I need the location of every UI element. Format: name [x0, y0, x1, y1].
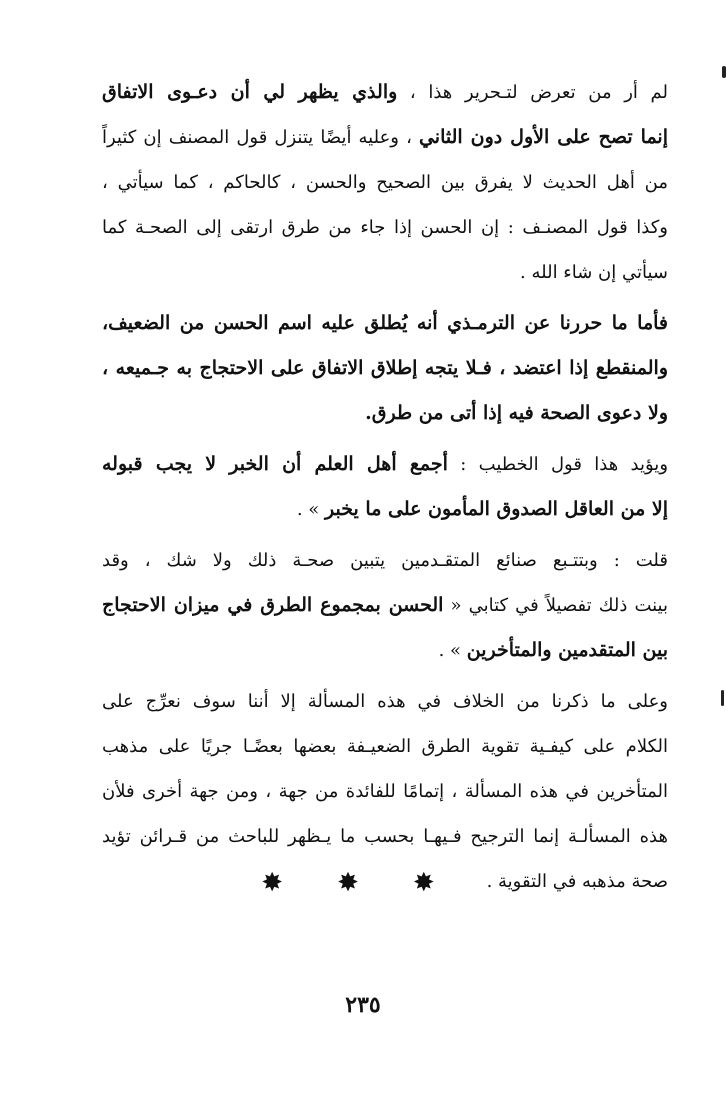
p2-line-3 [102, 391, 668, 436]
p4-line-1 [102, 538, 668, 583]
p5-line-1 [102, 679, 668, 724]
text-run: صحة مذهبه في التقوية . [486, 871, 668, 892]
text-run: لم أر من تعرض لتـحرير هذا ، [397, 82, 668, 103]
separator-star-icon: ✸ [337, 868, 389, 898]
bold-run: والمنقطع إذا اعتضد ، فـلا يتجه إطلاق الاتفاق على الاحتجاج به جـميعه ، [102, 357, 668, 379]
text-run: وكذا قول المصنـف : إن الحسن إذا جاء من طرق ارتقى إلى الصحـة كما [102, 217, 668, 238]
text-run: من أهل الحديث لا يفرق بين الصحيح والحسن ، كالحاكم ، كما سيأتي ، [102, 172, 668, 193]
paragraph-4 [102, 538, 668, 673]
text-run: قلت : وبتتـبع صنائع المتقـدمين يتبين صحـة ذلك ولا شك ، وقد [102, 550, 668, 571]
p2-line-2 [102, 346, 668, 391]
p3-line-1 [102, 442, 668, 487]
p4-line-3 [102, 628, 668, 673]
paragraph-2 [102, 301, 668, 436]
bold-run: إنما تصح على الأول دون الثاني [418, 126, 668, 148]
text-run: » . [296, 499, 326, 520]
bold-run: إلا من العاقل الصدوق المأمون على ما يخبر [325, 498, 668, 520]
text-run: بينت ذلك تفصيلاً في كتابي « [443, 595, 668, 616]
text-run: المتأخرين في هذه المسألة ، إتمامًا للفائدة من جهة ، ومن جهة أخرى فلأن [102, 781, 668, 802]
bold-run: ولا دعوى الصحة فيه إذا أتى من طرق. [365, 402, 668, 424]
scan-edge-mark-top [722, 66, 726, 78]
bold-run: أجمع أهل العلم أن الخبر لا يجب قبوله [102, 453, 448, 475]
body-text [102, 70, 668, 904]
paragraph-1 [102, 70, 668, 295]
p1-line-1 [102, 70, 668, 115]
p5-line-4 [102, 814, 668, 859]
p1-line-5 [102, 250, 668, 295]
p5-line-3 [102, 769, 668, 814]
p1-line-4 [102, 205, 668, 250]
separator-star-icon: ✸ [412, 868, 465, 898]
scan-edge-mark-middle [721, 690, 724, 706]
text-run: ، وعليه أيضًا يتنزل قول المصنف إن كثيراً [102, 127, 419, 148]
paragraph-3 [102, 442, 668, 532]
p2-line-1 [102, 301, 668, 346]
p3-line-2 [102, 487, 668, 532]
text-run: » . [438, 640, 467, 661]
section-separator [0, 868, 726, 898]
bold-run: بين المتقدمين والمتأخرين [466, 639, 668, 661]
text-run: الكلام على كيفـية تقوية الطرق الضعيـفة بعضها بعضًـا جريًا على مذهب [102, 736, 668, 757]
separator-star-icon: ✸ [261, 868, 314, 898]
text-run: سيأتي إن شاء الله . [520, 262, 668, 283]
bold-run: والذي يظهر لي أن دعـوى الاتفاق [102, 81, 398, 103]
text-run: ويؤيد هذا قول الخطيب : [447, 454, 668, 475]
text-run: هذه المسألـة إنما الترجيح فـيهـا بحسب ما يـظهر للباحث من قـرائن تؤيد [102, 826, 668, 847]
bold-run: الحسن بمجموع الطرق في ميزان الاحتجاج [102, 594, 444, 616]
text-run: وعلى ما ذكرنا من الخلاف في هذه المسألة إلا أننا سوف نعرِّج على [102, 691, 668, 712]
p5-line-2 [102, 724, 668, 769]
p1-line-3 [102, 160, 668, 205]
bold-run: فأما ما حررنا عن الترمـذي أنه يُطلق عليه اسم الحسن من الضعيف، [102, 312, 668, 334]
page-number: ٢٣٥ [345, 992, 381, 1018]
p4-line-2 [102, 583, 668, 628]
p1-line-2 [102, 115, 668, 160]
